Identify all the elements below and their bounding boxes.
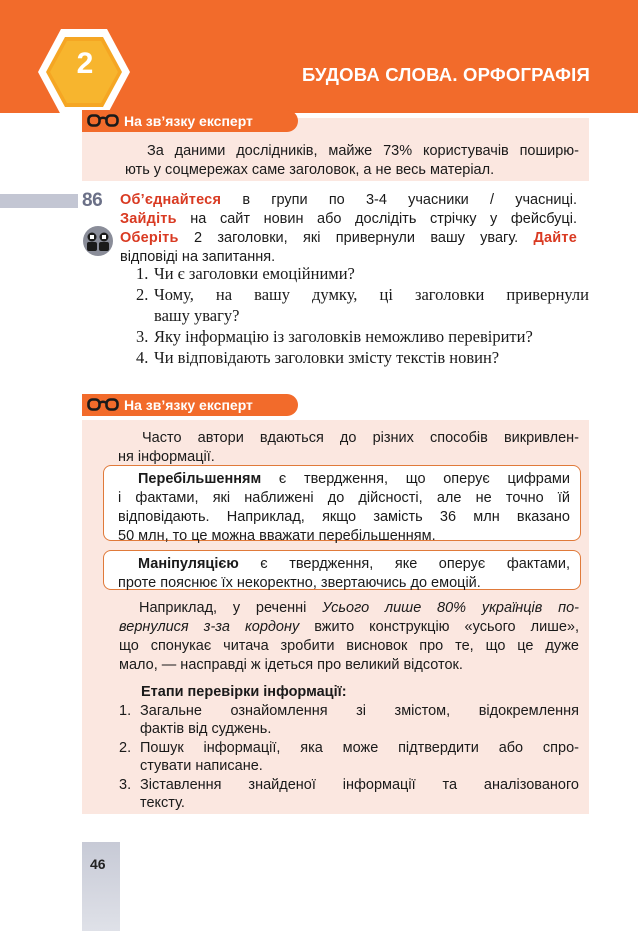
definition-box-exaggeration	[103, 465, 581, 544]
box-line	[118, 470, 570, 489]
list-number: 3.	[119, 777, 132, 793]
box-text: є твердження, яке оперує фактами,	[238, 556, 570, 572]
list-item	[136, 326, 589, 347]
list-text: Пошук інформації, яка може підтвердити або спро-	[140, 740, 579, 756]
task-number-bar	[0, 194, 78, 208]
page-number: 46	[90, 856, 106, 872]
list-text: Чи є заголовки емоційними?	[154, 264, 355, 283]
list-number: 3.	[136, 327, 149, 346]
task-line-4: відповіді на запитання.	[120, 249, 276, 265]
list-number: 1.	[136, 264, 149, 283]
list-item	[136, 284, 589, 326]
expert-label: На зв’язку експерт	[124, 113, 253, 129]
task-line-text: 2 заголовки, які привернули вашу увагу.	[178, 230, 534, 246]
expert1-line: ють у соцмережах саме заголовок, а не весь матеріал.	[125, 162, 495, 178]
example-line: що спонукає читача зробити висновок про те, що це дуже	[119, 638, 579, 654]
intro-line: Часто автори вдаються до різних способів викривлен-	[142, 430, 579, 446]
expert-ribbon-2	[82, 394, 298, 416]
list-text: вашу увагу?	[154, 306, 240, 325]
example-text: Наприклад, у реченні	[139, 600, 323, 616]
example-paragraph	[119, 599, 579, 675]
list-number: 2.	[136, 285, 149, 304]
list-item	[119, 702, 579, 738]
example-italic: Усього лише 80% українців по-	[322, 600, 580, 616]
box-text: є твердження, що оперує цифрами	[261, 471, 570, 487]
box-line: проте пояснює їх некоректно, звертаючись до емоцій.	[118, 575, 481, 591]
list-text: Зіставлення знайденої інформації та аналізованого	[140, 777, 579, 793]
example-line: мало, — насправді ж ідеться про великий відсоток.	[119, 657, 463, 673]
expert2-intro	[118, 429, 579, 467]
glasses-icon	[87, 114, 119, 128]
example-italic: вернулися з-за кордону	[119, 619, 300, 635]
list-text: фактів від суджень.	[140, 721, 272, 737]
list-text: Яку інформацію із заголовків неможливо перевірити?	[154, 327, 533, 346]
task-text	[120, 191, 577, 267]
task-verb: Оберіть	[120, 230, 179, 246]
list-number: 2.	[119, 740, 132, 756]
list-text: тексту.	[140, 795, 185, 811]
example-text: вжито конструкцію «усього лише»,	[299, 619, 579, 635]
task-verb: Зайдіть	[120, 211, 177, 227]
expert1-text	[125, 142, 579, 180]
group-work-icon	[82, 225, 114, 262]
task-line-2	[120, 210, 577, 229]
list-item	[136, 347, 589, 368]
task-line-text: в групи по 3-4 учасники / учасниці.	[221, 192, 577, 208]
definition-term: Перебільшенням	[138, 471, 262, 487]
list-number: 1.	[119, 703, 132, 719]
box-line: 50 млн, то це можна вважати перебільшенням.	[118, 528, 436, 544]
questions-list	[136, 263, 589, 368]
task-line-3	[120, 229, 577, 248]
box-line	[118, 555, 570, 574]
stages-list	[119, 702, 579, 812]
list-number: 4.	[136, 348, 149, 367]
chapter-title: БУДОВА СЛОВА. ОРФОГРАФІЯ	[301, 64, 590, 85]
expert-ribbon-1	[82, 110, 298, 132]
list-text: стувати написане.	[140, 758, 263, 774]
list-item	[136, 263, 589, 284]
task-verb: Дайте	[533, 230, 577, 246]
stages-title: Етапи перевірки інформації:	[141, 684, 347, 700]
list-item	[119, 776, 579, 812]
intro-line: ня інформації.	[118, 449, 215, 465]
list-text: Чи відповідають заголовки змісту текстів новин?	[154, 348, 500, 367]
definition-box-manipulation	[103, 550, 581, 590]
list-text: Загальне ознайомлення зі змістом, відокремлення	[140, 703, 579, 719]
task-line-1	[120, 191, 577, 210]
box-line: відповідають. Наприклад, якщо замість 36 млн вказано	[118, 509, 570, 525]
box-line: і фактами, які наближені до дійсності, але не точно їй	[118, 490, 570, 506]
definition-term: Маніпуляцією	[138, 556, 239, 572]
task-line-text: на сайт новин або дослідіть стрічку у фейсбуці.	[176, 211, 577, 227]
expert-label: На зв’язку експерт	[124, 397, 253, 413]
example-line	[119, 618, 579, 637]
glasses-icon	[87, 398, 119, 412]
list-text: Чому, на вашу думку, ці заголовки привернули	[154, 285, 589, 304]
task-number: 86	[82, 190, 103, 211]
chapter-number: 2	[76, 47, 94, 80]
task-verb: Об’єднайтеся	[120, 192, 222, 208]
expert1-line: За даними дослідників, майже 73% користувачів поширю-	[147, 143, 579, 159]
example-line	[119, 599, 579, 618]
list-item	[119, 739, 579, 775]
